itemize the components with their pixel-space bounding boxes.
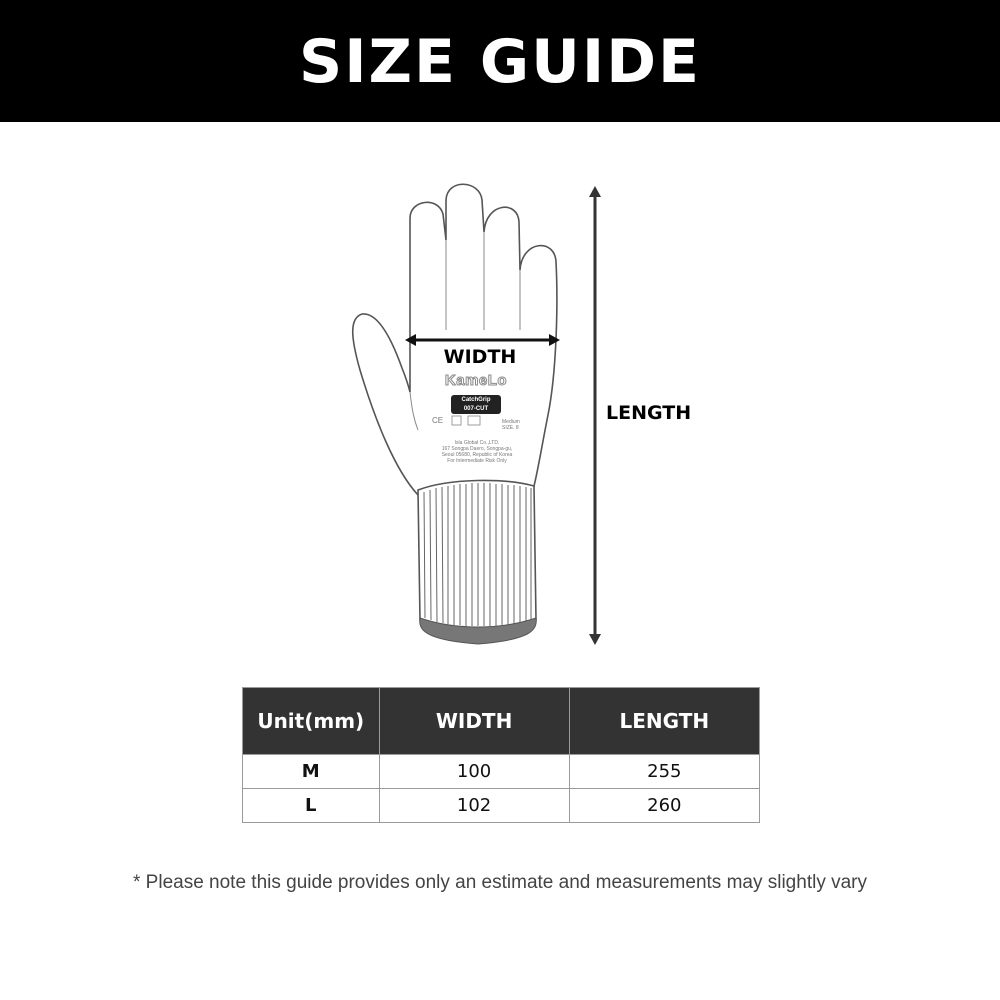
row-size: M — [243, 755, 380, 789]
page-title: SIZE GUIDE — [298, 27, 701, 97]
glove-company-text: Isla Global Co.,LTD. 167 Songpa Daero, Songpa-gu, Seoul 05680, Republic of Korea — [441, 440, 513, 458]
ce-mark: CE — [432, 416, 444, 425]
header-banner — [0, 0, 1000, 122]
glove-figure — [0, 122, 1000, 682]
header-unit: Unit(mm) — [243, 688, 380, 755]
length-arrow — [589, 186, 601, 645]
model-line-2: 007-CUT — [463, 406, 489, 412]
table-header-row — [243, 688, 760, 755]
row-size: L — [243, 789, 380, 823]
table-row — [243, 789, 760, 823]
glove-brand-text: KameLo — [444, 372, 508, 389]
row-width: 102 — [379, 789, 569, 823]
model-line-1: CatchGrip — [461, 397, 491, 403]
glove-size-text: Medium SIZE. 8 — [502, 419, 520, 431]
width-label: WIDTH — [443, 346, 517, 368]
row-length: 260 — [569, 789, 759, 823]
length-label: LENGTH — [606, 402, 692, 424]
glove-model-badge — [451, 395, 501, 414]
row-width: 100 — [379, 755, 569, 789]
glove-usage-text: For Intermediate Risk Only — [447, 458, 507, 464]
size-table — [242, 687, 760, 823]
row-length: 255 — [569, 755, 759, 789]
footnote: * Please note this guide provides only an estimate and measurements may slightly vary — [133, 872, 867, 893]
header-length: LENGTH — [569, 688, 759, 755]
table-row — [243, 755, 760, 789]
header-width: WIDTH — [379, 688, 569, 755]
